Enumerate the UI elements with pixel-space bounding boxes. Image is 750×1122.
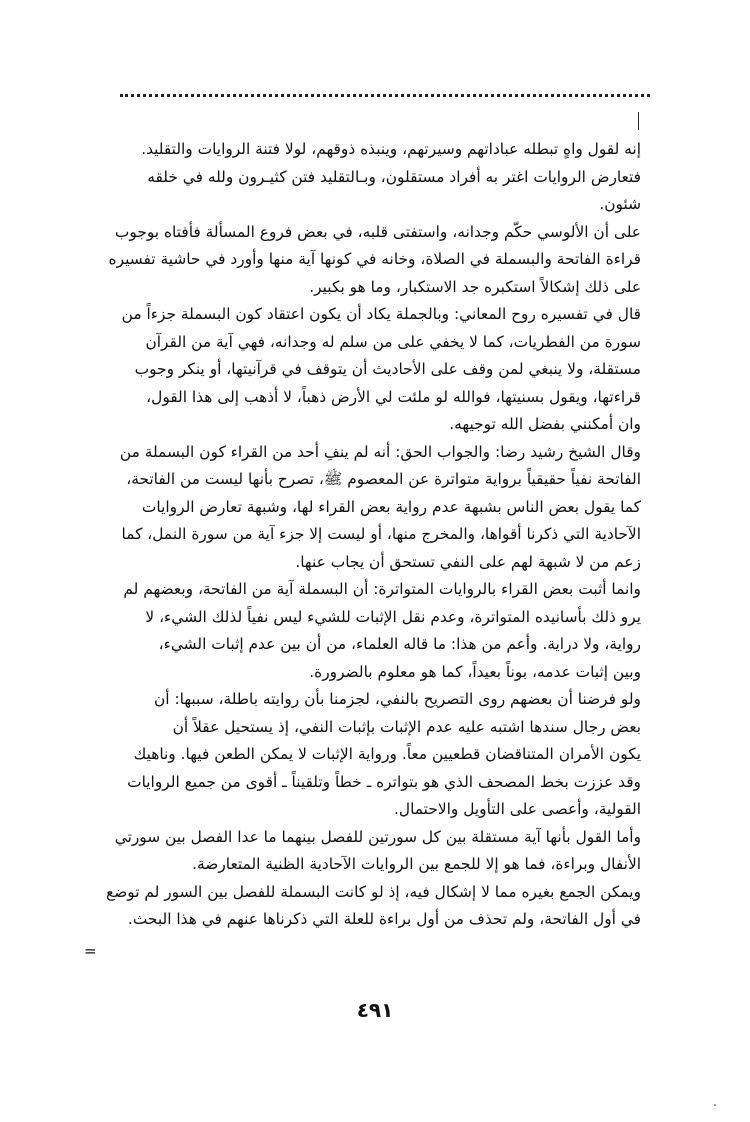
body-text (96, 136, 641, 934)
header-dotted-rule (120, 94, 650, 97)
continuation-mark: = (84, 942, 97, 960)
scan-speck (714, 1104, 716, 1106)
page-number: ٤٩١ (356, 998, 394, 1022)
paragraph-8: وأما القول بأنها آية مستقلة بين كل سورتين للفصل بينهما ما عدا الفصل بين سورتي الأنفال وبراءة، فما هو إلا للجمع بين الروايات الآحادية الظنية المتعارضة. (114, 827, 641, 873)
paragraph-4: قال في تفسيره روح المعاني: وبالجملة يكاد أن يكون اعتقاد كون البسملة جزءاً من سورة من الفطريات، كما لا يخفي على من سلم له وجدانه، فهي آية من القرآن مستقلة، ولا ينبغي لمن وقف على الأحاديث أن يتوقف في قرآنيتها، أو ينكر وجوب قراءتها، ويقول بسنيتها، فوالله لو ملئت لي الأرض ذهباً، لا أذهب إلى هذا القول، وان أمكنني بفضل الله توجيهه. (121, 305, 641, 433)
paragraph-2: فتعارض الروايات اغتر به أفراد مستقلون، وبـالتقليد فتن كثيـرون ولله في خلقه شئون. (147, 167, 641, 213)
paragraph-1: إنه لقول واهٍ تبطله عباداتهم وسيرتهم، وينبذه ذوقهم، لولا فتنة الروايات والتقليد. (141, 140, 641, 158)
paragraph-9: ويمكن الجمع بغيره مما لا إشكال فيه، إذ لو كانت البسملة للفصل بين السور لم توضع في أول الفاتحة، ولم تحذف من أول براءة للعلة التي ذكرناها عنهم في هذا البحث. (106, 882, 641, 928)
paragraph-7: ولو فرضنا أن بعضهم روى التصريح بالنفي، لجزمنا بأن روايته باطلة، سببها: أن بعض رجال سندها اشتبه عليه عدم الإثبات بإثبات النفي، إذ يستحيل عقلاً أن يكون الأمران المتناقضان قطعيين معاً. ورواية الإثبات لا يمكن الطعن فيها. وناهيك وقد عززت بخط المصحف الذي هو بتواتره ـ خطاً وتلقيناً ـ أقوى من جميع الروايات القولية، وأعصى على التأويل والاحتمال. (127, 690, 641, 818)
paragraph-5: وقال الشيخ رشيد رضا: والجواب الحق: أنه لم ينفِ أحد من القراء كون البسملة من الفاتحة نفياً حقيقياً برواية متواترة عن المعصوم ﷺ، تصرح بأنها ليست من الفاتحة، كما يقول بعض الناس بشبهة عدم رواية بعض القراء لها، وشبهة تعارض الروايات الآحادية التي ذكرنا أقواها، والمخرج منها، أو ليست إلا جزء آية من سورة النمل، كما زعم من لا شبهة لهم على النفي تستحق أن يجاب عنها. (119, 442, 641, 571)
margin-tick-mark (638, 112, 639, 130)
paragraph-6: وانما أثبت بعض القراء بالروايات المتواترة: أن البسملة آية من الفاتحة، وبعضهم لم يرو ذلك بأسانيده المتواترة، وعدم نقل الإثبات للشيء ليس نفياً لذلك الشيء، لا رواية، ولا دراية. وأعم من هذا: ما قاله العلماء، من أن بين عدم إثبات الشيء، وبين إثبات عدمه، بوناً بعيداً، كما هو معلوم بالضرورة. (123, 580, 641, 681)
paragraph-3: على أن الألوسي حكّم وجدانه، واستفتى قلبه، في بعض فروع المسألة فأفتاه بوجوب قراءة الفاتحة والبسملة في الصلاة، وخانه في كونها آية منها وأورد في حاشية تفسيره على ذلك إشكالاً استكبره جد الاستكبار، وما هو بكبير. (108, 222, 641, 296)
